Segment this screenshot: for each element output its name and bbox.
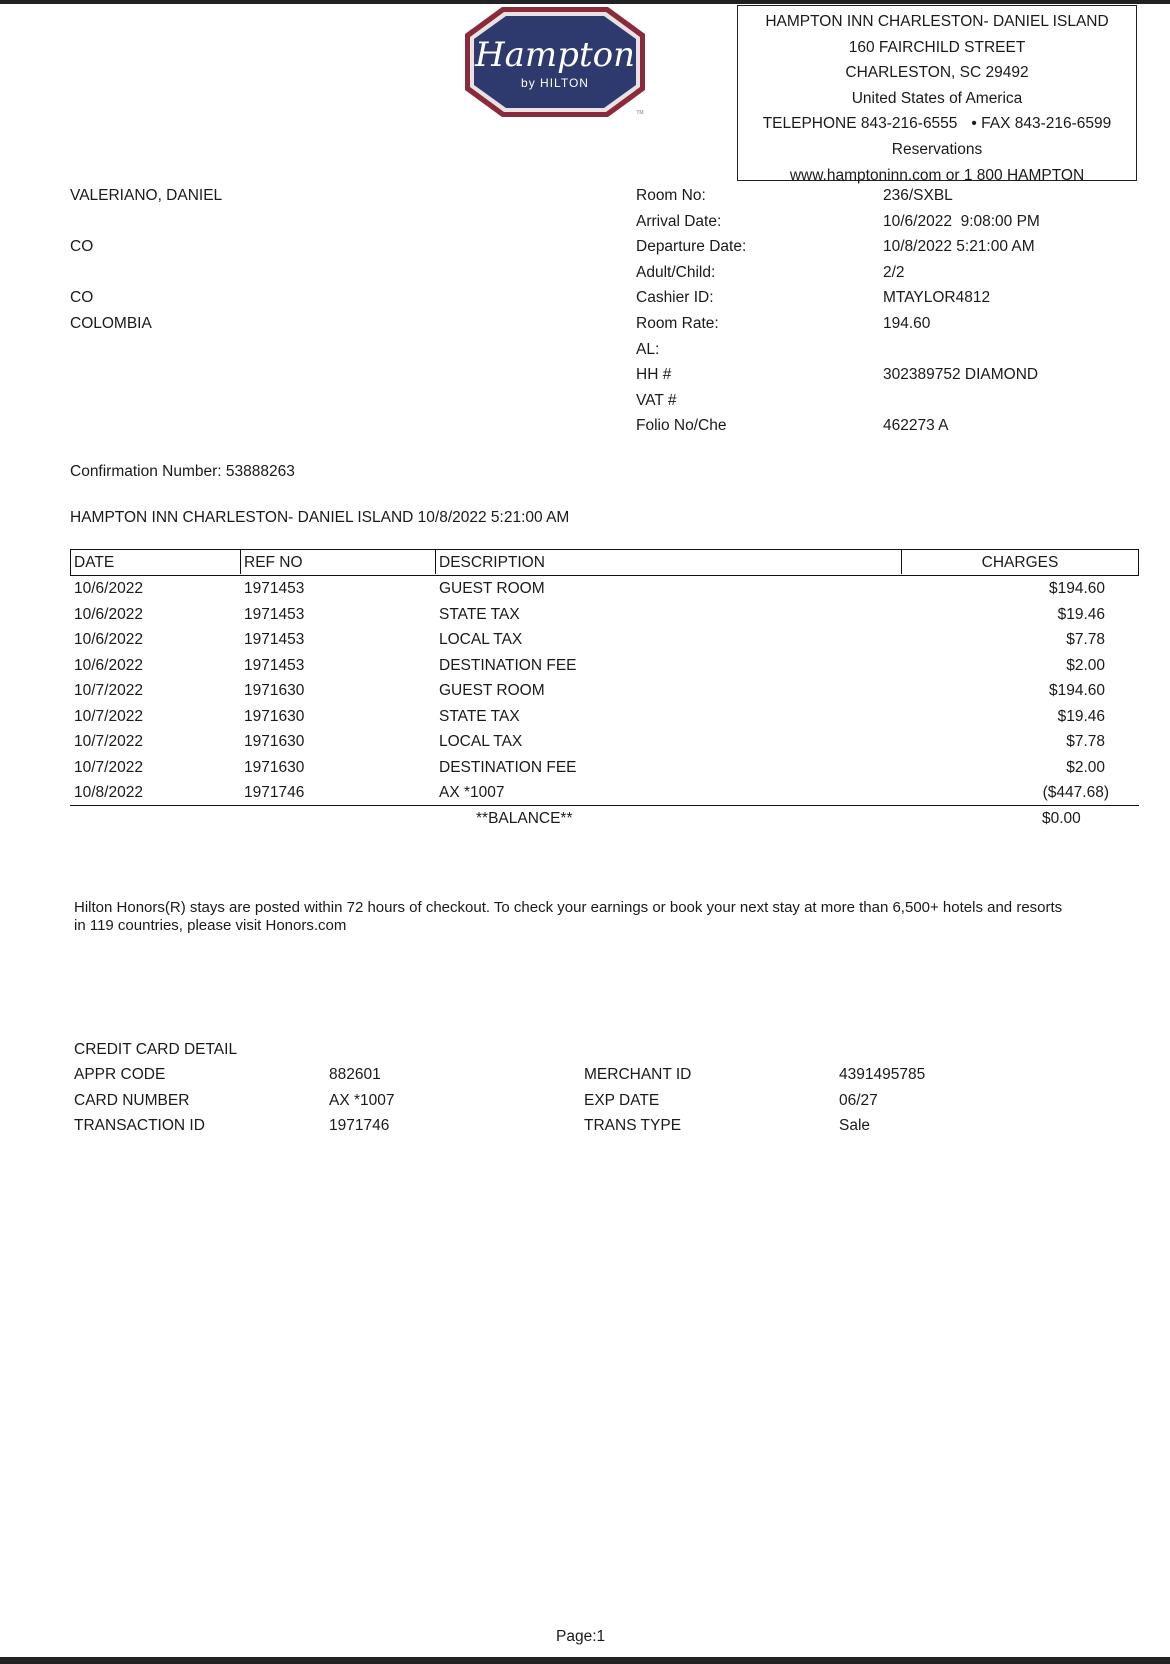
room-info-label: Departure Date: — [636, 238, 747, 255]
hotel-name: HAMPTON INN CHARLESTON- DANIEL ISLAND — [765, 13, 1109, 30]
row-date: 10/6/2022 — [74, 631, 143, 648]
card-number-value: AX *1007 — [329, 1092, 395, 1109]
room-info-label: Folio No/Che — [636, 417, 727, 434]
row-desc: DESTINATION FEE — [439, 759, 577, 776]
row-ref: 1971630 — [244, 682, 305, 699]
room-info-value: 10/6/2022 9:08:00 PM — [883, 213, 1040, 230]
logo-tm: TM — [636, 110, 644, 116]
row-charge: $7.78 — [1066, 631, 1105, 648]
folio-header: HAMPTON INN CHARLESTON- DANIEL ISLAND 10/8/2022 5:21:00 AM — [70, 509, 570, 526]
merchant-id-label: MERCHANT ID — [584, 1066, 692, 1083]
row-desc: LOCAL TAX — [439, 733, 523, 750]
merchant-id-value: 4391495785 — [839, 1066, 926, 1083]
appr-code-value: 882601 — [329, 1066, 381, 1083]
credit-card-title: CREDIT CARD DETAIL — [74, 1041, 238, 1058]
row-date: 10/7/2022 — [74, 733, 143, 750]
row-date: 10/7/2022 — [74, 708, 143, 725]
guest-line-2: CO — [70, 238, 94, 255]
row-date: 10/6/2022 — [74, 580, 143, 597]
balance-value: $0.00 — [1042, 810, 1081, 827]
exp-date-label: EXP DATE — [584, 1092, 660, 1109]
room-info-label: Arrival Date: — [636, 213, 722, 230]
table-row — [70, 631, 1139, 657]
hotel-country: United States of America — [851, 89, 1023, 107]
row-charge: $19.46 — [1057, 708, 1105, 725]
room-info-label: AL: — [636, 341, 660, 358]
hotel-fax: • FAX 843-216-6599 — [971, 115, 1112, 133]
row-desc: STATE TAX — [439, 606, 520, 623]
row-desc: AX *1007 — [439, 784, 505, 801]
row-charge: ($447.68) — [1042, 784, 1109, 801]
hotel-reservations: Reservations — [891, 140, 983, 158]
hotel-telephone: TELEPHONE 843-216-6555 — [762, 115, 958, 133]
trans-type-label: TRANS TYPE — [584, 1117, 682, 1134]
row-charge: $194.60 — [1048, 580, 1105, 597]
bottom-border — [0, 1657, 1170, 1664]
row-desc: DESTINATION FEE — [439, 657, 577, 674]
row-ref: 1971630 — [244, 733, 305, 750]
card-number-label: CARD NUMBER — [74, 1092, 190, 1109]
confirmation-number: Confirmation Number: 53888263 — [70, 463, 295, 480]
table-row — [70, 580, 1139, 606]
room-info-label: HH # — [636, 366, 672, 383]
logo-wordmark: Hampton — [475, 35, 635, 75]
balance-label: **BALANCE** — [476, 810, 573, 827]
room-info-label: Room No: — [636, 187, 706, 204]
row-ref: 1971630 — [244, 759, 305, 776]
page-number: Page:1 — [556, 1628, 606, 1645]
hotel-city: CHARLESTON, SC 29492 — [845, 64, 1029, 82]
trans-type-value: Sale — [839, 1117, 871, 1134]
room-info-value: 10/8/2022 5:21:00 AM — [883, 238, 1035, 255]
guest-country: COLOMBIA — [70, 315, 152, 332]
room-info-value: 2/2 — [883, 264, 905, 281]
col-charges: CHARGES — [981, 554, 1059, 571]
col-description: DESCRIPTION — [436, 550, 902, 574]
exp-date-value: 06/27 — [839, 1092, 878, 1109]
charges-table-header — [70, 549, 1139, 576]
row-charge: $2.00 — [1066, 759, 1105, 776]
hotel-address-box — [737, 5, 1137, 184]
table-row — [70, 733, 1139, 759]
row-ref: 1971453 — [244, 631, 305, 648]
row-ref: 1971453 — [244, 580, 305, 597]
row-charge: $2.00 — [1066, 657, 1105, 674]
room-info-label: Cashier ID: — [636, 289, 714, 306]
row-desc: STATE TAX — [439, 708, 520, 725]
row-ref: 1971453 — [244, 606, 305, 623]
appr-code-label: APPR CODE — [74, 1066, 166, 1083]
guest-line-3: CO — [70, 289, 94, 306]
hotel-street: 160 FAIRCHILD STREET — [848, 38, 1026, 56]
room-info-value: 236/SXBL — [883, 187, 953, 204]
guest-name: VALERIANO, DANIEL — [70, 187, 223, 204]
row-charge: $7.78 — [1066, 733, 1105, 750]
table-row — [70, 759, 1139, 785]
room-info-label: Adult/Child: — [636, 264, 716, 281]
row-charge: $194.60 — [1048, 682, 1105, 699]
hampton-logo — [462, 4, 648, 120]
row-ref: 1971630 — [244, 708, 305, 725]
hotel-web: www.hamptoninn.com or 1 800 HAMPTON — [789, 166, 1085, 184]
row-desc: LOCAL TAX — [439, 631, 523, 648]
room-info-value: 462273 A — [883, 417, 949, 434]
table-row — [70, 606, 1139, 632]
room-info-value: 194.60 — [883, 315, 931, 332]
row-charge: $19.46 — [1057, 606, 1105, 623]
row-date: 10/8/2022 — [74, 784, 143, 801]
room-info-value: 302389752 DIAMOND — [883, 366, 1039, 383]
hotel-phone-fax — [738, 112, 1136, 138]
table-row — [70, 708, 1139, 734]
transaction-id-value: 1971746 — [329, 1117, 390, 1134]
col-date: DATE — [71, 550, 241, 574]
room-info-label: Room Rate: — [636, 315, 719, 332]
honors-note: Hilton Honors(R) stays are posted within 72 hours of checkout. To check your earnings or book your next stay at more than 6,500+ hotels and resorts in 119 countries, please visit Honors.com — [74, 899, 1063, 934]
row-ref: 1971453 — [244, 657, 305, 674]
row-date: 10/6/2022 — [74, 606, 143, 623]
row-desc: GUEST ROOM — [439, 682, 545, 699]
row-date: 10/7/2022 — [74, 682, 143, 699]
table-row — [70, 657, 1139, 683]
row-date: 10/6/2022 — [74, 657, 143, 674]
transaction-id-label: TRANSACTION ID — [74, 1117, 205, 1134]
logo-sub: by HILTON — [521, 76, 589, 90]
row-desc: GUEST ROOM — [439, 580, 545, 597]
col-ref-no: REF NO — [241, 550, 436, 574]
table-row — [70, 682, 1139, 708]
room-info-value: MTAYLOR4812 — [883, 289, 991, 306]
table-divider — [70, 805, 1139, 806]
room-info-label: VAT # — [636, 392, 677, 409]
row-date: 10/7/2022 — [74, 759, 143, 776]
row-ref: 1971746 — [244, 784, 305, 801]
